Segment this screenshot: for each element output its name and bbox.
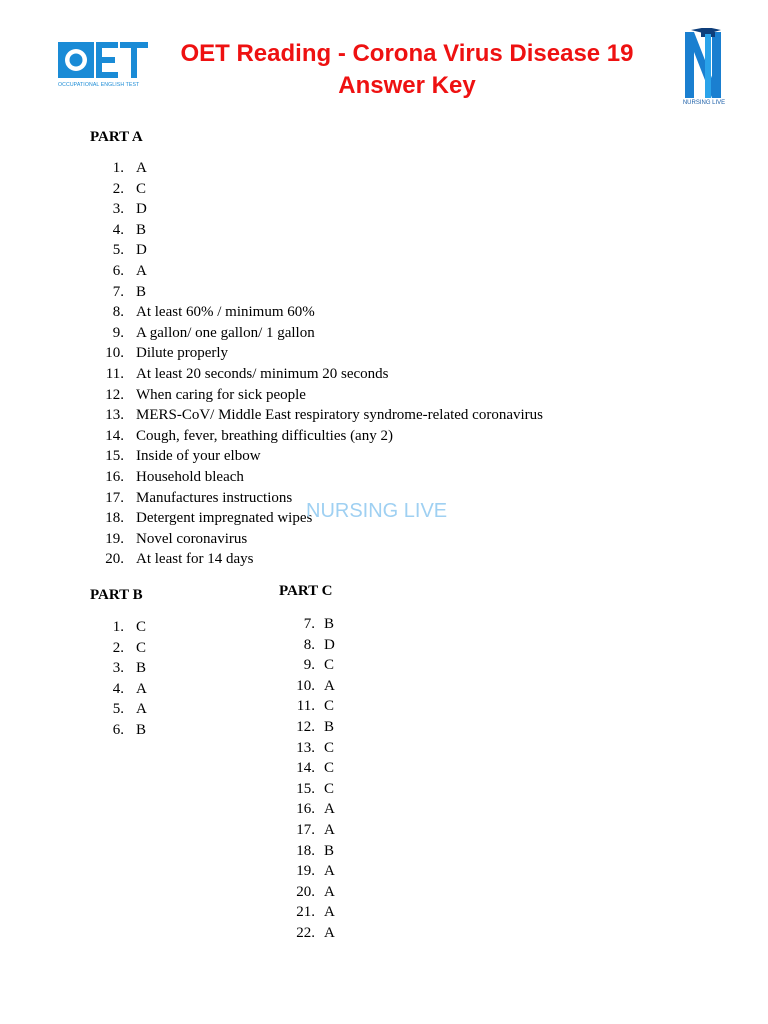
answer-item: [90, 467, 610, 488]
answer-text: Household bleach: [136, 468, 244, 485]
answer-text: Cough, fever, breathing difficulties (any 2): [136, 427, 393, 444]
answer-text: Inside of your elbow: [136, 448, 261, 465]
answer-number: 2.: [112, 180, 124, 197]
answer-item: [279, 882, 399, 903]
answer-text: When caring for sick people: [136, 386, 306, 403]
part-c-answer-list: [279, 614, 399, 944]
answer-text: A: [136, 262, 147, 279]
answer-text: C: [324, 760, 335, 777]
answer-number: 21.: [296, 904, 315, 921]
answer-text: C: [324, 780, 335, 797]
answer-item: [279, 861, 399, 882]
answer-item: [279, 841, 399, 862]
answer-item: [90, 426, 610, 447]
answer-item: [279, 717, 399, 738]
answer-item: [90, 261, 610, 282]
answer-number: 13.: [296, 739, 315, 756]
answer-number: 19.: [105, 530, 124, 547]
answer-item: [90, 282, 610, 303]
answer-item: [90, 699, 210, 720]
answer-text: At least for 14 days: [136, 551, 254, 568]
answer-text: B: [136, 721, 147, 738]
answer-number: 7.: [303, 616, 315, 632]
answer-number: 16.: [296, 801, 315, 818]
answer-text: A: [324, 801, 335, 818]
answer-number: 18.: [105, 510, 124, 527]
answer-text: A: [136, 680, 147, 697]
answer-text: A gallon/ one gallon/ 1 gallon: [136, 324, 315, 341]
answer-text: Detergent impregnated wipes: [136, 510, 313, 527]
answer-text: A: [324, 904, 335, 921]
answer-item: [279, 902, 399, 923]
answer-number: 20.: [105, 551, 124, 568]
answer-item: [90, 323, 610, 344]
answer-text: At least 20 seconds/ minimum 20 seconds: [136, 365, 389, 382]
answer-text: B: [324, 842, 335, 859]
answer-item: [279, 655, 399, 676]
answer-item: [279, 676, 399, 697]
answer-number: 17.: [296, 821, 315, 838]
answer-item: [90, 343, 610, 364]
nursing-live-logo-text: NURSING LIVE: [682, 100, 726, 106]
answer-number: 14.: [296, 760, 315, 777]
answer-item: [279, 799, 399, 820]
answer-number: 18.: [296, 842, 315, 859]
answer-number: 5.: [112, 242, 124, 259]
answer-text: D: [136, 201, 147, 218]
answer-number: 15.: [296, 780, 315, 797]
answer-text: C: [136, 639, 147, 656]
answer-item: [279, 696, 399, 717]
answer-item: [90, 638, 210, 659]
answer-number: 9.: [303, 657, 315, 674]
answer-number: 3.: [112, 201, 124, 218]
answer-item: [279, 738, 399, 759]
answer-item: [90, 549, 610, 570]
answer-item: [90, 529, 610, 550]
answer-number: 4.: [112, 680, 124, 697]
answer-number: 10.: [296, 677, 315, 694]
oet-logo-mark: [58, 42, 150, 82]
oet-logo-subtitle: OCCUPATIONAL ENGLISH TEST: [58, 82, 140, 88]
answer-text: Novel coronavirus: [136, 530, 248, 547]
answer-item: [90, 240, 610, 261]
oet-logo: [58, 42, 150, 92]
answer-number: 4.: [112, 221, 124, 238]
title-line-2: Answer Key: [338, 72, 476, 99]
part-b-answer-list: [90, 617, 210, 741]
answer-text: C: [136, 180, 147, 197]
answer-number: 16.: [105, 468, 124, 485]
answer-number: 12.: [296, 718, 315, 735]
part-b-title: PART B: [90, 587, 143, 603]
answer-item: [279, 779, 399, 800]
answer-number: 1.: [112, 160, 124, 176]
answer-item: [279, 635, 399, 656]
answer-text: B: [136, 283, 147, 300]
answer-text: B: [324, 616, 335, 632]
answer-number: 11.: [105, 365, 124, 382]
nursing-live-logo: [683, 28, 725, 112]
answer-text: B: [136, 221, 147, 238]
answer-text: C: [324, 657, 335, 674]
answer-number: 8.: [303, 636, 315, 653]
answer-item: [90, 199, 610, 220]
answer-number: 10.: [105, 345, 124, 362]
answer-item: [90, 302, 610, 323]
part-c-title: PART C: [279, 583, 333, 599]
answer-text: A: [324, 883, 335, 900]
answer-item: [90, 679, 210, 700]
answer-item: [279, 614, 399, 635]
answer-item: [90, 220, 610, 241]
answer-text: Manufactures instructions: [136, 489, 293, 506]
answer-text: C: [324, 739, 335, 756]
answer-item: [90, 658, 210, 679]
watermark: NURSING LIVE: [306, 500, 448, 522]
answer-number: 14.: [105, 427, 124, 444]
answer-item: [90, 385, 610, 406]
answer-text: A: [136, 160, 147, 176]
answer-item: [90, 179, 610, 200]
answer-text: C: [136, 619, 147, 635]
answer-number: 6.: [112, 262, 124, 279]
answer-text: A: [324, 677, 335, 694]
answer-number: 5.: [112, 701, 124, 718]
answer-text: A: [136, 701, 147, 718]
answer-item: [279, 758, 399, 779]
answer-text: MERS-CoV/ Middle East respiratory syndrome-related coronavirus: [136, 407, 543, 424]
answer-text: At least 60% / minimum 60%: [136, 304, 315, 321]
answer-item: [90, 720, 210, 741]
answer-number: 1.: [112, 619, 124, 635]
answer-number: 22.: [296, 924, 315, 941]
answer-number: 8.: [112, 304, 124, 321]
answer-text: B: [136, 660, 147, 677]
nursing-live-logo-mark: [683, 28, 725, 100]
answer-text: D: [136, 242, 147, 259]
answer-text: D: [324, 636, 335, 653]
answer-text: A: [324, 924, 335, 941]
answer-item: [90, 446, 610, 467]
answer-number: 17.: [105, 489, 124, 506]
answer-text: B: [324, 718, 335, 735]
page-title: [150, 38, 664, 102]
answer-item: [279, 820, 399, 841]
answer-text: Dilute properly: [136, 345, 229, 362]
part-a-title: PART A: [90, 129, 143, 145]
answer-number: 15.: [105, 448, 124, 465]
answer-item: [90, 364, 610, 385]
answer-number: 3.: [112, 660, 124, 677]
answer-number: 20.: [296, 883, 315, 900]
answer-item: [90, 405, 610, 426]
answer-number: 12.: [105, 386, 124, 403]
answer-text: C: [324, 698, 335, 715]
title-line-1: OET Reading - Corona Virus Disease 19: [180, 40, 634, 67]
answer-number: 7.: [112, 283, 124, 300]
answer-item: [90, 617, 210, 638]
answer-item: [90, 158, 610, 179]
answer-item: [279, 923, 399, 944]
answer-number: 11.: [296, 698, 315, 715]
answer-text: A: [324, 863, 335, 880]
answer-number: 9.: [112, 324, 124, 341]
answer-number: 6.: [112, 721, 124, 738]
answer-text: A: [324, 821, 335, 838]
answer-number: 19.: [296, 863, 315, 880]
answer-number: 13.: [105, 407, 124, 424]
answer-number: 2.: [112, 639, 124, 656]
